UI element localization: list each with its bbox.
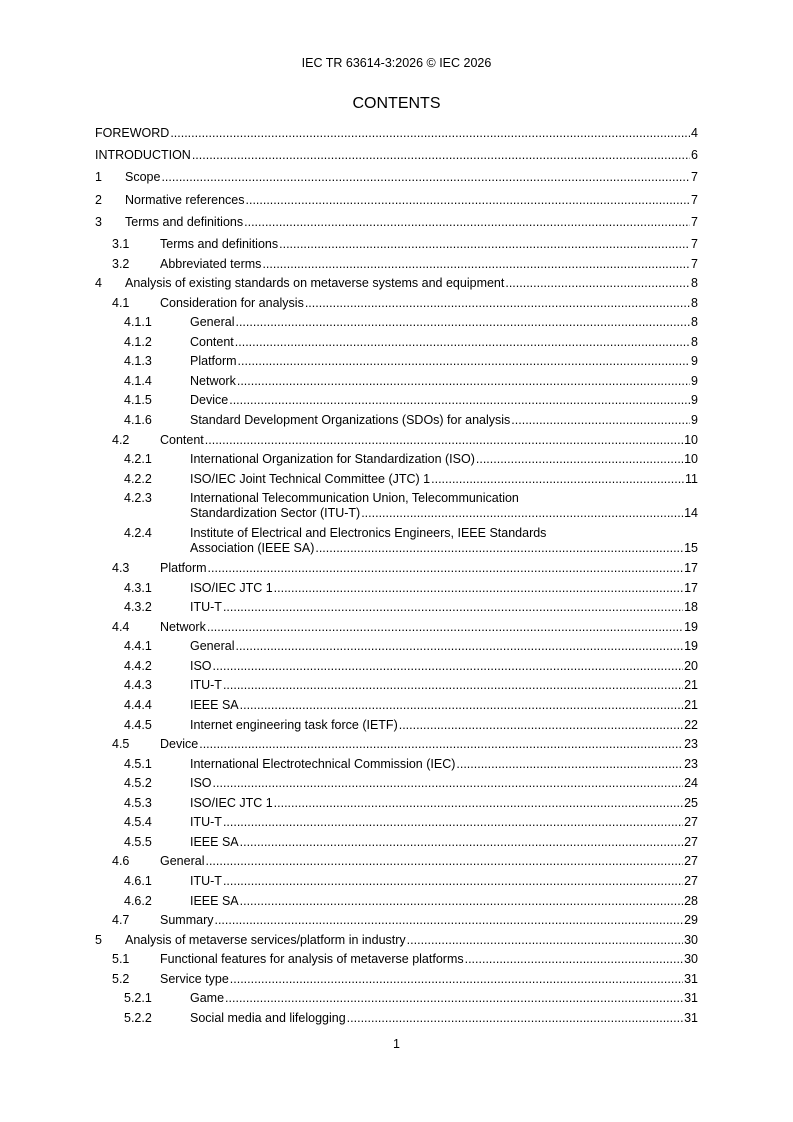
toc-entry[interactable]: [95, 276, 698, 291]
toc-entry-label: Summary: [160, 913, 214, 928]
toc-entry-label: ISO: [190, 658, 212, 673]
toc-entry-label: Network: [160, 619, 206, 634]
dot-leader: [279, 237, 690, 252]
dot-leader: [456, 757, 683, 772]
toc-entry-page: 10: [684, 432, 698, 447]
dot-leader: [207, 620, 683, 635]
toc-entry-label: Internet engineering task force (IETF): [190, 717, 398, 732]
toc-entry-number: 4.7: [112, 913, 130, 928]
dot-leader: [305, 296, 690, 311]
toc-entry-line: [160, 561, 698, 576]
toc-entry-label: Content: [160, 432, 204, 447]
toc-entry-page: 14: [684, 506, 698, 521]
toc-entry-page: 7: [691, 192, 698, 207]
toc-entry-line: [125, 276, 698, 291]
toc-entry-number: 3.2: [112, 256, 130, 271]
toc-entry[interactable]: [95, 335, 698, 350]
toc-entry-label: ITU-T: [190, 873, 222, 888]
toc-entry-page: 9: [691, 393, 698, 408]
toc-entry-line: [125, 193, 698, 208]
toc-entry-line: [190, 315, 698, 330]
toc-entry-number: 5.2.1: [124, 991, 152, 1006]
toc-entry-page: 19: [684, 639, 698, 654]
toc-entry-number: 4.1.1: [124, 315, 152, 330]
toc-entry-line: [160, 620, 698, 635]
toc-entry-line: [125, 933, 698, 948]
toc-entry-page: 17: [684, 561, 698, 576]
toc-entry-number: 1: [95, 170, 102, 185]
toc-entry[interactable]: [95, 698, 698, 713]
toc-entry-line: [190, 678, 698, 693]
toc-entry[interactable]: [95, 452, 698, 467]
toc-entry-page: 25: [684, 795, 698, 810]
toc-entry-page: 31: [684, 1010, 698, 1025]
toc-entry-page: 27: [684, 815, 698, 830]
toc-entry-page: 29: [684, 913, 698, 928]
toc-entry-page: 7: [691, 237, 698, 251]
toc-entry[interactable]: [95, 757, 698, 772]
toc-entry[interactable]: [95, 815, 698, 830]
dot-leader: [244, 215, 690, 230]
toc-entry-page: 9: [691, 373, 698, 388]
toc-entry-page: 22: [684, 717, 698, 732]
toc-entry[interactable]: [95, 659, 698, 674]
toc-entry-label: INTRODUCTION: [95, 148, 191, 163]
toc-entry-line: [190, 393, 698, 408]
toc-entry-page: 7: [691, 214, 698, 229]
toc-entry-label: ITU-T: [190, 600, 222, 615]
toc-entry-line: [190, 796, 698, 811]
toc-entry-label: Social media and lifelogging: [190, 1010, 346, 1025]
toc-entry-number: 4.2.2: [124, 471, 152, 486]
toc-entry-page: 24: [684, 776, 698, 791]
toc-entry-label: Consideration for analysis: [160, 295, 304, 310]
toc-entry[interactable]: [95, 718, 698, 733]
dot-leader: [235, 315, 690, 330]
dot-leader: [274, 796, 683, 811]
toc-entry-line: [190, 639, 698, 654]
toc-entry[interactable]: [95, 433, 698, 448]
toc-entry-label: ISO/IEC Joint Technical Committee (JTC) 1: [190, 471, 431, 486]
toc-entry-number: 4.2.1: [124, 452, 152, 467]
toc-entry-number: 4.1.4: [124, 373, 152, 388]
toc-entry[interactable]: [95, 170, 698, 185]
toc-entry-label: Network: [190, 373, 236, 388]
toc-entry-label: Device: [160, 737, 199, 752]
toc-entry-number: 3: [95, 214, 102, 229]
toc-entry-line: [190, 1011, 698, 1026]
toc-entry-line: [95, 126, 698, 141]
toc-entry-number: 4.4.3: [124, 678, 152, 693]
toc-entry-number: 4.5.5: [124, 834, 152, 849]
toc-entry-page: 20: [684, 658, 698, 673]
toc-entry-label: Service type: [160, 971, 229, 986]
toc-entry[interactable]: [95, 237, 698, 252]
toc-entry-number: 4.2: [112, 432, 130, 447]
toc-entry-label: Standard Development Organizations (SDOs) for analysis: [190, 412, 511, 427]
dot-leader: [262, 257, 690, 272]
toc-entry-line: [190, 659, 698, 674]
toc-entry-label: FOREWORD: [95, 126, 170, 140]
toc-entry-number: 5.2.2: [124, 1010, 152, 1025]
toc-entry-label-continued: Standardization Sector (ITU-T): [190, 506, 361, 521]
toc-entry-page: 23: [684, 756, 698, 771]
toc-entry-page: 23: [684, 737, 698, 752]
dot-leader: [213, 776, 684, 791]
dot-leader: [246, 193, 691, 208]
dot-leader: [465, 952, 683, 967]
toc-entry[interactable]: [95, 913, 698, 928]
toc-entry-page: 27: [684, 854, 698, 869]
toc-entry[interactable]: [95, 215, 698, 230]
toc-entry-label: IEEE SA: [190, 698, 239, 712]
toc-entry[interactable]: [95, 639, 698, 654]
dot-leader: [235, 639, 683, 654]
toc-entry[interactable]: [95, 1011, 698, 1026]
toc-entry[interactable]: [95, 776, 698, 791]
toc-entry[interactable]: [95, 678, 698, 693]
toc-entry-label: International Electrotechnical Commission (IEC): [190, 756, 456, 771]
toc-entry[interactable]: [95, 491, 698, 521]
toc-entry-line: [125, 170, 698, 185]
dot-leader: [361, 506, 683, 521]
toc-entry-number: 4.1.3: [124, 354, 152, 369]
toc-entry-page: 7: [691, 256, 698, 271]
toc-entry[interactable]: [95, 952, 698, 967]
toc-entry[interactable]: [95, 796, 698, 811]
toc-entry-line: [190, 506, 698, 521]
toc-entry-line: [190, 874, 698, 889]
toc-entry[interactable]: [95, 933, 698, 948]
toc-entry[interactable]: [95, 737, 698, 752]
toc-entry-number: 4.3.2: [124, 600, 152, 615]
toc-entry-number: 2: [95, 192, 102, 207]
toc-entry-label: Content: [190, 334, 234, 349]
toc-entry-page: 9: [691, 412, 698, 427]
toc-entry-page: 15: [684, 541, 698, 556]
toc-entry-line: [125, 215, 698, 230]
toc-entry-label: Device: [190, 393, 229, 408]
toc-entry-page: 18: [684, 600, 698, 615]
toc-entry-label: Game: [190, 991, 225, 1006]
toc-entry-label: General: [190, 639, 235, 654]
toc-entry-page: 8: [691, 276, 698, 291]
toc-entry[interactable]: [95, 374, 698, 389]
toc-entry-line: [190, 541, 698, 556]
toc-entry-line: [160, 952, 698, 967]
toc-entry-line: [190, 718, 698, 733]
dot-leader: [240, 698, 683, 713]
dot-leader: [230, 972, 683, 987]
toc-entry[interactable]: [95, 148, 698, 163]
toc-entry-line: [190, 335, 698, 350]
toc-entry-page: 4: [691, 126, 698, 140]
toc-entry-number: 4.4.5: [124, 717, 152, 732]
dot-leader: [229, 393, 690, 408]
toc-entry-line: [190, 757, 698, 772]
toc-entry-page: 11: [685, 471, 698, 486]
dot-leader: [347, 1011, 683, 1026]
toc-entry[interactable]: [95, 835, 698, 850]
toc-entry-number: 4.4.2: [124, 658, 152, 673]
toc-entry-line: [190, 991, 698, 1006]
page-number: 1: [393, 1037, 400, 1051]
dot-leader: [237, 374, 690, 389]
toc-entry[interactable]: [95, 854, 698, 869]
page-title: CONTENTS: [352, 95, 441, 112]
dot-leader: [208, 561, 684, 576]
toc-entry-label: IEEE SA: [190, 893, 239, 908]
toc-entry-label: International Organization for Standardization (ISO): [190, 452, 475, 467]
toc-entry-number: 4.4: [112, 619, 130, 634]
toc-entry[interactable]: [95, 193, 698, 208]
toc-entry[interactable]: [95, 126, 698, 141]
toc-entry-number: 4.2.3: [124, 491, 152, 506]
toc-entry-page: 21: [684, 678, 698, 693]
dot-leader: [213, 659, 684, 674]
toc-entry-label: Terms and definitions: [160, 237, 279, 251]
toc-entry-number: 4.5: [112, 737, 130, 752]
toc-entry-page: 30: [684, 952, 698, 967]
toc-entry-label: ISO: [190, 776, 212, 791]
dot-leader: [315, 541, 683, 556]
dot-leader: [192, 148, 690, 163]
toc-entry[interactable]: [95, 581, 698, 596]
toc-entry-number: 5.2: [112, 971, 130, 986]
dot-leader: [238, 354, 691, 369]
toc-entry-line: [160, 296, 698, 311]
toc-entry-line: [95, 148, 698, 163]
toc-entry-number: 4.1.2: [124, 334, 152, 349]
toc-entry-page: 10: [684, 452, 698, 467]
toc-entry-page: 27: [684, 873, 698, 888]
toc-entry-label: Terms and definitions: [125, 214, 244, 229]
toc-entry-page: 30: [684, 932, 698, 947]
document-header: IEC TR 63614-3:2026 © IEC 2026: [301, 56, 492, 70]
dot-leader: [199, 737, 683, 752]
dot-leader: [235, 335, 690, 350]
toc-entry-line: [190, 452, 698, 467]
dot-leader: [205, 854, 683, 869]
dot-leader: [161, 170, 690, 185]
toc-entry-page: 8: [691, 315, 698, 330]
toc-entry-page: 8: [691, 334, 698, 349]
toc-entry-line: [190, 581, 698, 596]
toc-entry-line: [160, 737, 698, 752]
toc-entry-label: Normative references: [125, 192, 245, 207]
toc-entry-line: [160, 433, 698, 448]
toc-entry-page: 19: [684, 619, 698, 634]
dot-leader: [205, 433, 683, 448]
dot-leader: [511, 413, 690, 428]
toc-entry[interactable]: [95, 991, 698, 1006]
toc-entry-line: [190, 600, 698, 615]
toc-entry-number: 4.6: [112, 854, 130, 869]
toc-entry-label: Platform: [190, 354, 237, 369]
toc-entry-number: 4.3.1: [124, 580, 152, 595]
toc-entry-page: 31: [684, 991, 698, 1006]
toc-entry-line: [190, 374, 698, 389]
toc-entry-page: 21: [684, 698, 698, 712]
toc-entry-label: Analysis of metaverse services/platform in industry: [125, 932, 406, 947]
toc-entry-page: 8: [691, 295, 698, 310]
dot-leader: [223, 600, 683, 615]
toc-entry[interactable]: [95, 874, 698, 889]
toc-entry-label: General: [190, 315, 235, 330]
toc-entry-line: [160, 854, 698, 869]
toc-entry-label: IEEE SA: [190, 834, 239, 849]
toc-entry-number: 4.3: [112, 561, 130, 576]
toc-entry-line: [160, 913, 698, 928]
toc-entry-number: 4.6.1: [124, 873, 152, 888]
toc-entry[interactable]: [95, 972, 698, 987]
toc-entry-number: 3.1: [112, 237, 130, 251]
toc-entry[interactable]: [95, 296, 698, 311]
toc-entry-line: [190, 698, 698, 713]
toc-entry-page: 6: [691, 148, 698, 163]
toc-entry-line: [160, 237, 698, 252]
dot-leader: [476, 452, 683, 467]
toc-entry-number: 4.5.4: [124, 815, 152, 830]
toc-entry-label: ITU-T: [190, 815, 222, 830]
dot-leader: [223, 678, 683, 693]
dot-leader: [223, 815, 683, 830]
toc-entry-label: Institute of Electrical and Electronics Engineers, IEEE Standards: [190, 526, 547, 541]
toc-entry-number: 4.5.2: [124, 776, 152, 791]
toc-entry[interactable]: [95, 472, 698, 487]
toc-entry-page: 17: [684, 580, 698, 595]
toc-entry[interactable]: [95, 561, 698, 576]
toc-entry-number: 4.1: [112, 295, 130, 310]
toc-entry[interactable]: [95, 894, 698, 909]
toc-entry-line: [190, 894, 698, 909]
toc-entry-label: ISO/IEC JTC 1: [190, 795, 273, 810]
toc-entry-page: 9: [691, 354, 698, 369]
toc-entry-label: ISO/IEC JTC 1: [190, 580, 273, 595]
toc-entry[interactable]: [95, 354, 698, 369]
toc-entry-page: 28: [684, 893, 698, 908]
toc-entry-number: 4: [95, 276, 102, 291]
toc-entry-page: 31: [684, 971, 698, 986]
toc-entry-page: 7: [691, 170, 698, 185]
toc-entry-line: [160, 972, 698, 987]
toc-entry-line: [190, 472, 698, 487]
toc-entry-label: Scope: [125, 170, 161, 185]
toc-entry[interactable]: [95, 393, 698, 408]
dot-leader: [240, 835, 683, 850]
toc-entry-number: 4.5.1: [124, 756, 152, 771]
dot-leader: [240, 894, 683, 909]
dot-leader: [225, 991, 683, 1006]
toc-entry-label: General: [160, 854, 205, 869]
toc-entry-line: [190, 776, 698, 791]
toc-entry-number: 5.1: [112, 952, 130, 967]
toc-entry[interactable]: [95, 526, 698, 556]
toc-entry-label: International Telecommunication Union, Telecommunication: [190, 491, 519, 506]
dot-leader: [399, 718, 683, 733]
toc-entry-label: ITU-T: [190, 678, 222, 693]
dot-leader: [274, 581, 683, 596]
toc-entry-label: Abbreviated terms: [160, 256, 262, 271]
toc-entry-line: [190, 354, 698, 369]
toc-entry[interactable]: [95, 257, 698, 272]
dot-leader: [407, 933, 683, 948]
toc-entry-number: 4.1.5: [124, 393, 152, 408]
toc-entry-number: 4.4.1: [124, 639, 152, 654]
toc-entry-line: [190, 413, 698, 428]
toc-entry-number: 4.2.4: [124, 526, 152, 541]
dot-leader: [431, 472, 684, 487]
toc-entry[interactable]: [95, 413, 698, 428]
toc-entry-line: [160, 257, 698, 272]
toc-entry[interactable]: [95, 620, 698, 635]
toc-entry-number: 4.5.3: [124, 795, 152, 810]
dot-leader: [170, 126, 690, 141]
toc-entry-number: 5: [95, 932, 102, 947]
toc-entry-label: Platform: [160, 561, 207, 576]
toc-entry[interactable]: [95, 315, 698, 330]
toc-entry-label: Functional features for analysis of metaverse platforms: [160, 952, 464, 967]
toc-entry-number: 4.6.2: [124, 893, 152, 908]
dot-leader: [214, 913, 683, 928]
toc-entry-label-continued: Association (IEEE SA): [190, 541, 315, 556]
toc-entry-number: 4.4.4: [124, 698, 152, 712]
toc-entry-page: 27: [684, 834, 698, 849]
toc-entry-line: [190, 835, 698, 850]
toc-entry-number: 4.1.6: [124, 412, 152, 427]
toc-entry-label: Analysis of existing standards on metaverse systems and equipment: [125, 276, 505, 291]
toc-entry[interactable]: [95, 600, 698, 615]
dot-leader: [505, 276, 690, 291]
toc-entry-line: [190, 815, 698, 830]
dot-leader: [223, 874, 683, 889]
